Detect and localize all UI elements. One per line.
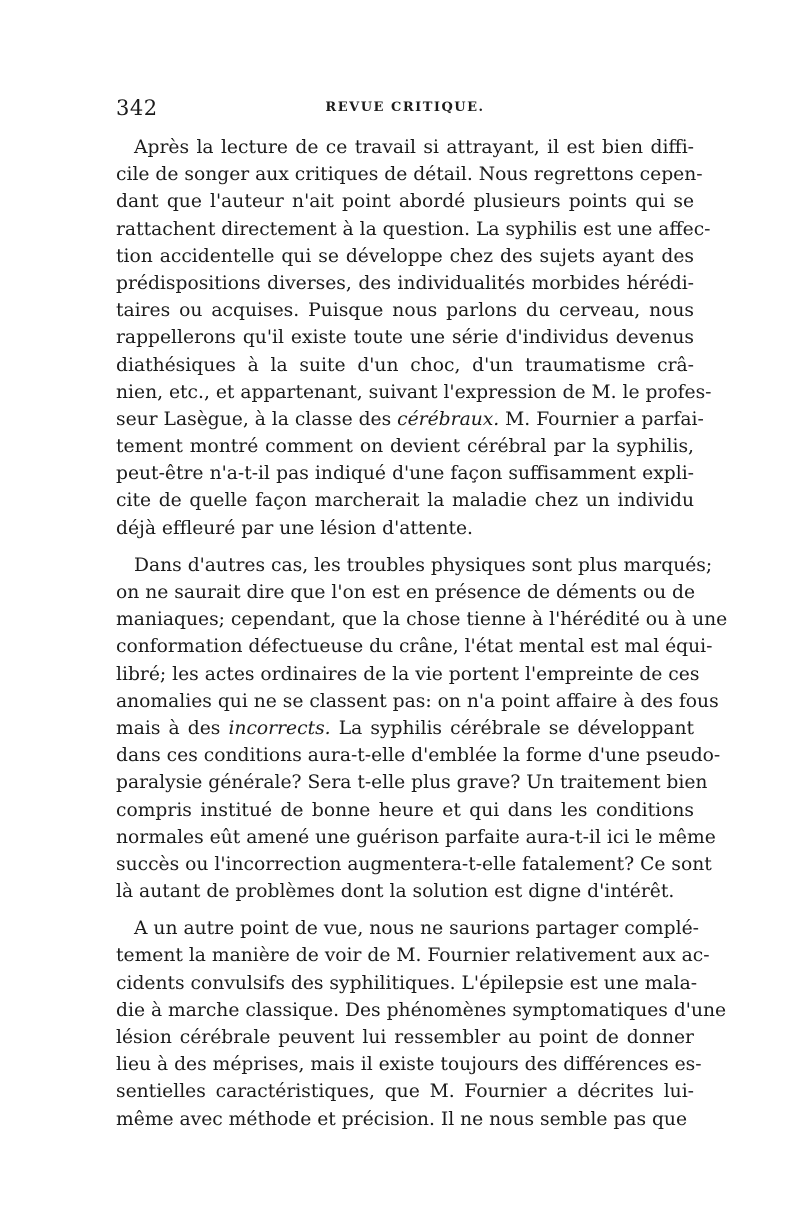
text-line: [116, 997, 727, 1024]
text-segment: nien, etc., et appartenant, suivant l'expression de M. le profes-: [116, 381, 712, 403]
text-segment: taires ou acquises. Puisque nous parlons du cerveau, nous: [116, 300, 694, 322]
paragraph: [116, 552, 728, 905]
text-segment: tement la manière de voir de M. Fournier relativement aux ac-: [116, 945, 710, 967]
text-segment: dans ces conditions aura-t-elle d'emblée la forme d'une pseudo-: [116, 745, 721, 767]
text-segment: lieu à des méprises, mais il existe toujours des différences es-: [116, 1054, 702, 1076]
text-segment: maniaques; cependant, que la chose tienne à l'hérédité ou à une: [116, 609, 728, 631]
text-line: [116, 433, 694, 460]
text-segment: diathésiques à la suite d'un choc, d'un traumatisme crâ-: [116, 354, 694, 376]
text-line: [116, 579, 694, 606]
text-line: [116, 188, 694, 215]
text-line: [116, 942, 710, 969]
text-segment: lésion cérébrale peuvent lui ressembler au point de donner: [116, 1027, 694, 1048]
text-segment: succès ou l'incorrection augmentera-t-elle fatalement? Ce sont: [116, 853, 712, 875]
text-line: [116, 406, 704, 433]
text-line: [116, 161, 703, 188]
text-segment: peut-être n'a-t-il pas indiqué d'une façon suffisamment expli-: [116, 463, 694, 485]
text-line: [116, 606, 728, 633]
text-segment: rappellerons qu'il existe toute une série d'individus devenus: [116, 327, 694, 349]
text-segment: paralysie générale? Sera t-elle plus grave? Un traitement bien: [116, 772, 708, 794]
text-line: [116, 515, 694, 542]
text-line: [116, 824, 716, 851]
text-segment: déjà effleuré par une lésion d'attente.: [116, 517, 473, 539]
paragraph: [116, 134, 712, 542]
text-line: [116, 878, 694, 905]
text-segment: même avec méthode et précision. Il ne nous semble pas que: [116, 1108, 688, 1130]
text-segment: Dans d'autres cas, les troubles physiques sont plus marqués;: [134, 554, 713, 576]
text-line: [116, 352, 694, 379]
text-line: [116, 243, 694, 270]
text-line: [116, 1024, 694, 1051]
text-segment: anomalies qui ne se classent pas: on n'a point affaire à des fous: [116, 690, 719, 712]
text-segment: cite de quelle façon marcherait la maladie chez un individu: [116, 490, 694, 512]
text-line: [116, 797, 694, 824]
text-segment: dant que l'auteur n'ait point abordé plusieurs points qui se: [116, 191, 694, 213]
text-line: [116, 742, 721, 769]
text-line: [116, 1106, 694, 1133]
text-segment: conformation défectueuse du crâne, l'état mental est mal équi-: [116, 636, 713, 658]
text-segment: là autant de problèmes dont la solution est digne d'intérêt.: [116, 881, 675, 903]
text-segment: mais à des: [116, 717, 229, 739]
text-line: [116, 1051, 702, 1078]
text-line: [116, 851, 712, 878]
text-segment: M. Fournier a parfai-: [499, 408, 704, 430]
text-segment: cidents convulsifs des syphilitiques. L'épilepsie est une mala-: [116, 972, 698, 994]
text-line: [116, 216, 711, 243]
italic-term: cérébraux.: [397, 408, 500, 430]
page-number: 342: [116, 96, 158, 120]
text-segment: La syphilis cérébrale se développant: [330, 717, 694, 739]
text-line: [116, 379, 712, 406]
text-segment: tion accidentelle qui se développe chez des sujets ayant des: [116, 245, 694, 267]
text-segment: normales eût amené une guérison parfaite aura-t-il ici le même: [116, 826, 716, 848]
text-line: [116, 970, 698, 997]
text-segment: on ne saurait dire que l'on est en présence de déments ou de: [116, 582, 696, 603]
text-line: [116, 552, 713, 579]
italic-term: incorrects.: [228, 717, 331, 739]
text-line: [116, 688, 719, 715]
running-head: [116, 96, 694, 126]
text-segment: libré; les actes ordinaires de la vie portent l'empreinte de ces: [116, 663, 700, 685]
text-segment: A un autre point de vue, nous ne saurions partager complé-: [134, 918, 699, 940]
text-segment: cile de songer aux critiques de détail. Nous regrettons cepen-: [116, 164, 703, 186]
paragraph: [116, 915, 727, 1133]
text-segment: sentielles caractéristiques, que M. Fournier a décrites lui-: [116, 1081, 694, 1103]
text-line: [116, 270, 694, 297]
text-line: [116, 661, 700, 688]
text-segment: rattachent directement à la question. La syphilis est une affec-: [116, 218, 711, 240]
text-line: [116, 324, 694, 351]
text-segment: seur Lasègue, à la classe des: [116, 408, 398, 430]
text-line: [116, 460, 694, 487]
text-line: [116, 1078, 694, 1105]
text-line: [116, 487, 694, 514]
text-line: [116, 297, 694, 324]
text-line: [116, 769, 708, 796]
text-segment: die à marche classique. Des phénomènes symptomatiques d'une: [116, 999, 727, 1021]
text-line: [116, 915, 699, 942]
text-segment: tement montré comment on devient cérébral par la syphilis,: [116, 436, 694, 458]
text-segment: Après la lecture de ce travail si attrayant, il est bien diffi-: [134, 137, 694, 158]
text-line: [116, 633, 713, 660]
text-line: [116, 134, 694, 161]
text-line: [116, 715, 694, 742]
text-segment: compris institué de bonne heure et qui dans les conditions: [116, 799, 694, 821]
journal-title: REVUE CRITIQUE.: [325, 100, 485, 115]
text-segment: prédispositions diverses, des individualités morbides hérédi-: [116, 272, 694, 294]
body-text: [116, 134, 728, 1133]
